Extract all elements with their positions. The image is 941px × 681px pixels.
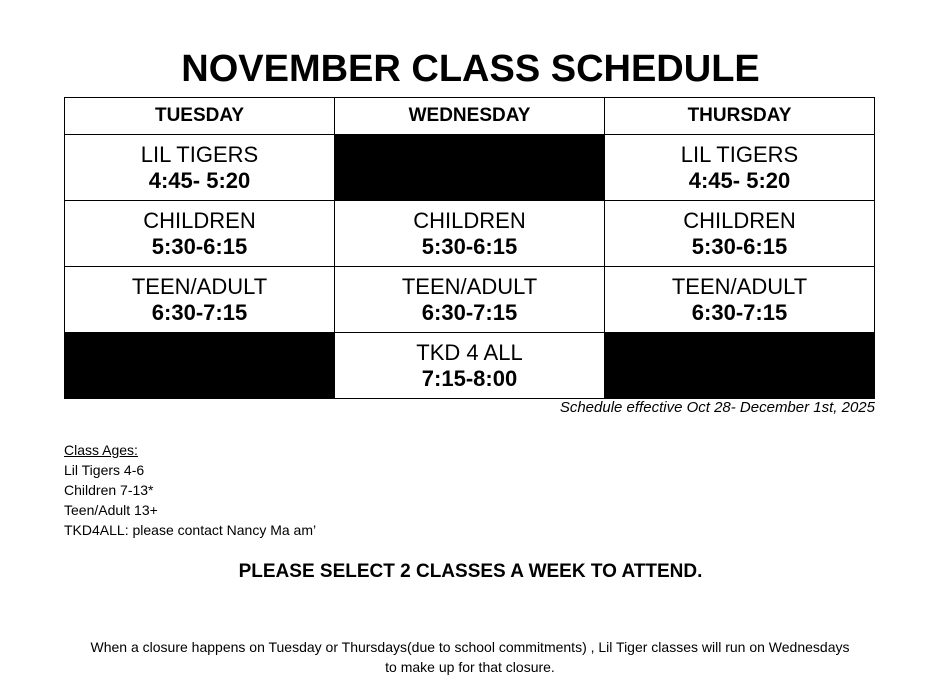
class-cell	[65, 135, 335, 201]
page-title: NOVEMBER CLASS SCHEDULE	[181, 48, 760, 90]
age-line: Children 7-13*	[64, 482, 154, 498]
blocked-cell	[335, 135, 605, 201]
schedule-table	[64, 97, 875, 399]
class-time: 6:30-7:15	[151, 299, 248, 325]
class-name: TKD 4 ALL	[416, 339, 523, 365]
table-row	[65, 135, 875, 201]
class-name: TEEN/ADULT	[671, 273, 808, 299]
class-name: LIL TIGERS	[680, 141, 799, 167]
class-time: 5:30-6:15	[151, 233, 248, 259]
attendance-notice: PLEASE SELECT 2 CLASSES A WEEK TO ATTEND.	[238, 561, 703, 582]
table-row	[65, 333, 875, 399]
class-name: LIL TIGERS	[140, 141, 259, 167]
class-cell	[335, 333, 605, 399]
class-cell	[65, 201, 335, 267]
age-line: Lil Tigers 4-6	[64, 462, 145, 478]
class-name: CHILDREN	[143, 207, 256, 233]
class-time: 7:15-8:00	[421, 365, 518, 391]
header-row	[65, 98, 875, 135]
day-header-wednesday: WEDNESDAY	[335, 98, 605, 135]
class-time: 5:30-6:15	[421, 233, 518, 259]
class-name: TEEN/ADULT	[401, 273, 538, 299]
effective-date-note: Schedule effective Oct 28- December 1st, 2025	[559, 399, 875, 416]
class-time: 6:30-7:15	[421, 299, 518, 325]
class-ages-section	[64, 440, 316, 540]
class-time: 5:30-6:15	[691, 233, 788, 259]
class-cell	[335, 201, 605, 267]
class-ages-heading: Class Ages:	[64, 442, 138, 458]
class-cell	[65, 267, 335, 333]
blocked-cell	[65, 333, 335, 399]
class-name: CHILDREN	[413, 207, 526, 233]
class-name: TEEN/ADULT	[131, 273, 268, 299]
class-time: 6:30-7:15	[691, 299, 788, 325]
age-line: Teen/Adult 13+	[64, 502, 158, 518]
day-header-tuesday: TUESDAY	[65, 98, 335, 135]
blocked-cell	[605, 333, 875, 399]
class-cell	[335, 267, 605, 333]
class-cell	[605, 267, 875, 333]
class-time: 4:45- 5:20	[688, 167, 791, 193]
class-time: 4:45- 5:20	[148, 167, 251, 193]
class-name: CHILDREN	[683, 207, 796, 233]
closure-policy: When a closure happens on Tuesday or Thursdays(due to school commitments) , Lil Tiger classes will run on Wednesdays to make up for that closure.	[90, 639, 850, 675]
table-row	[65, 201, 875, 267]
day-header-thursday: THURSDAY	[605, 98, 875, 135]
age-line: TKD4ALL: please contact Nancy Ma am’	[64, 522, 317, 538]
table-row	[65, 267, 875, 333]
class-cell	[605, 201, 875, 267]
class-cell	[605, 135, 875, 201]
